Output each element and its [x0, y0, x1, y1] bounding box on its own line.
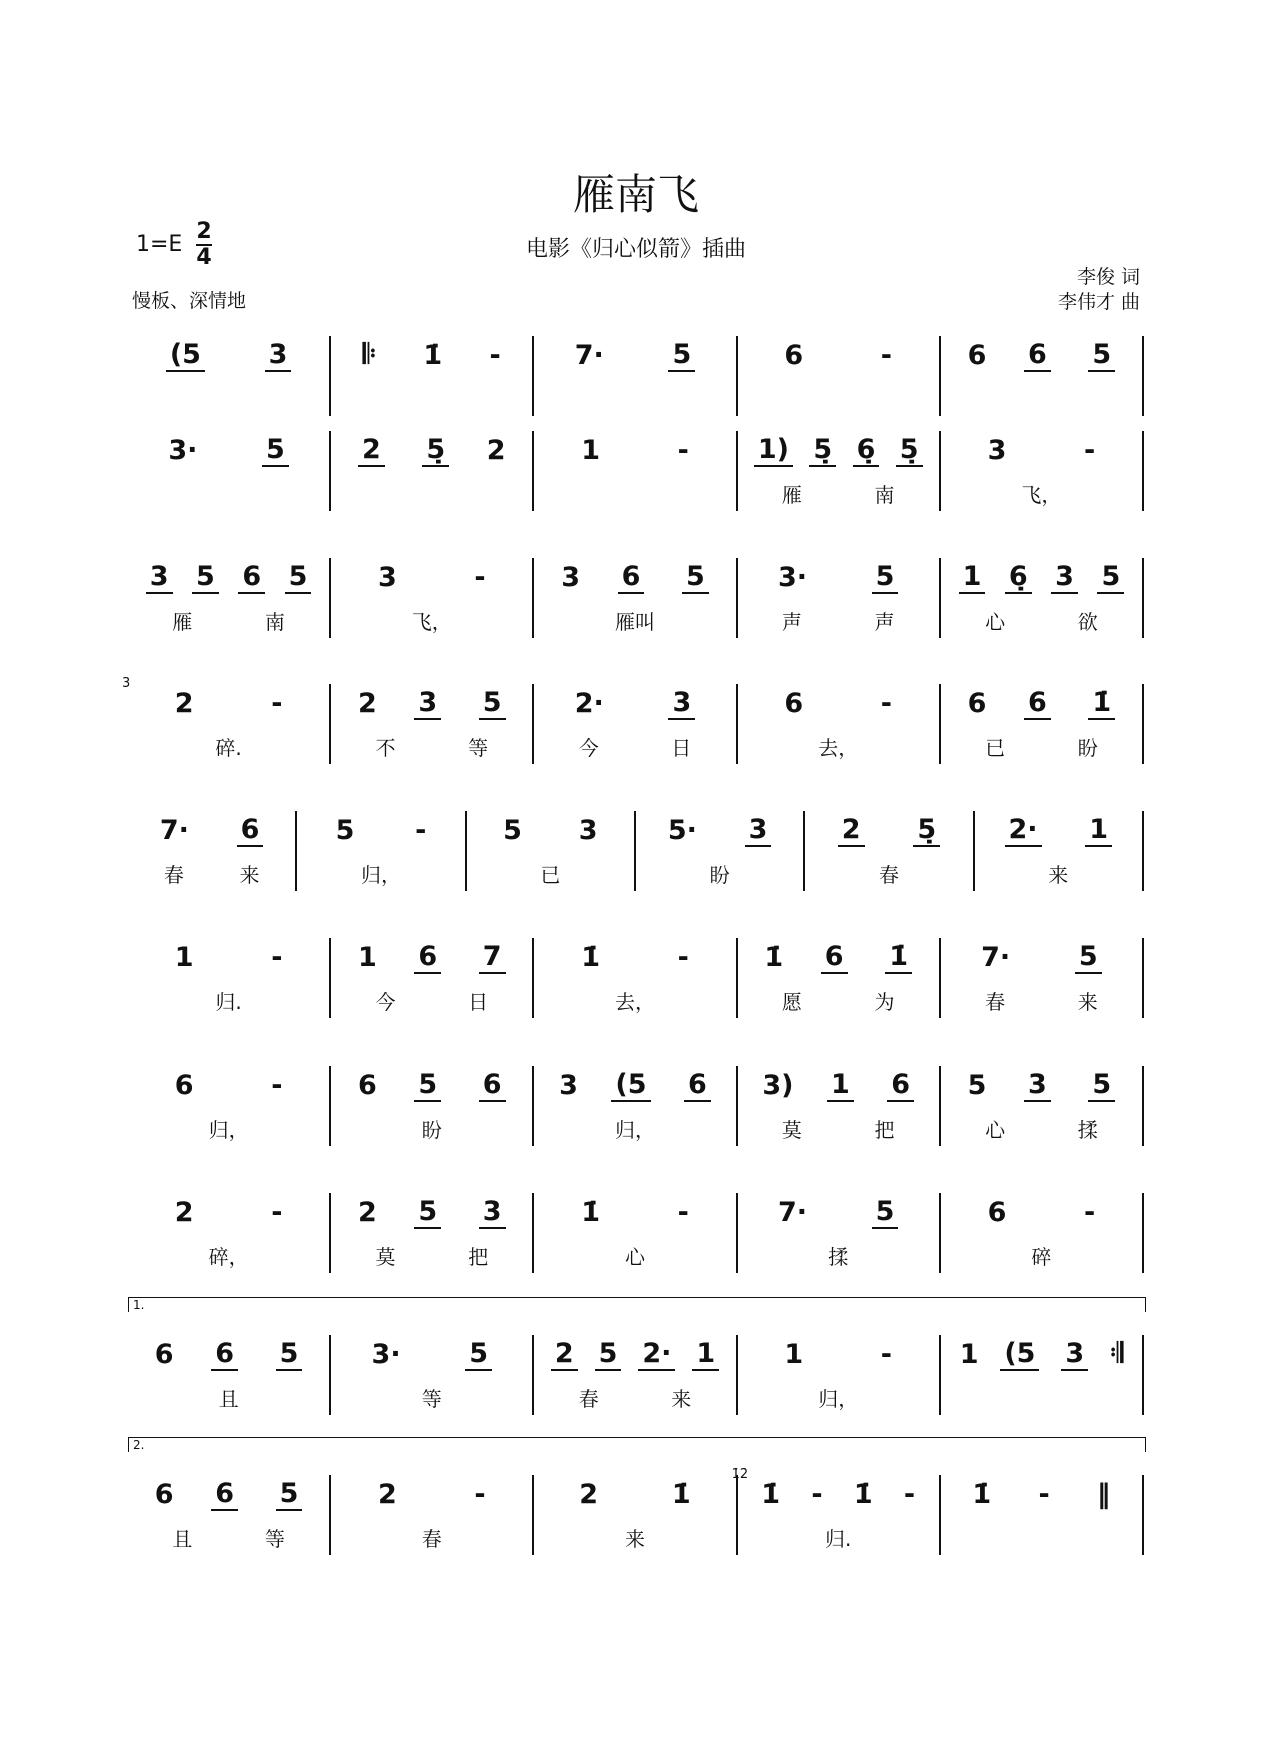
- note: 1: [692, 1338, 719, 1371]
- measure: [738, 431, 941, 511]
- note: 1: [358, 941, 377, 973]
- measure: [534, 1335, 737, 1415]
- note: 2·: [1005, 814, 1042, 847]
- lyric: 揉: [828, 1245, 849, 1269]
- note: 3: [1024, 1069, 1051, 1102]
- lyric: 为: [874, 990, 895, 1014]
- note: 2·: [574, 687, 604, 719]
- note: 6: [479, 1069, 506, 1102]
- note: 2: [358, 1196, 377, 1228]
- lyric: 且: [172, 1527, 193, 1551]
- lyric: 等: [468, 736, 489, 760]
- note: -: [1038, 1478, 1050, 1510]
- note: 3: [414, 687, 441, 720]
- note: 2: [174, 1196, 194, 1228]
- measure: [297, 811, 466, 891]
- measure: [738, 558, 941, 638]
- lyric: 春: [985, 990, 1006, 1014]
- note: 3): [762, 1069, 794, 1101]
- note: 3: [561, 561, 580, 593]
- note: 3: [265, 339, 292, 372]
- note: 7·: [777, 1196, 807, 1228]
- measure: [941, 1335, 1144, 1415]
- note: 1̇: [581, 1196, 600, 1228]
- measure: [975, 811, 1144, 891]
- note: -: [415, 814, 427, 846]
- lyric: 碎: [1031, 1245, 1052, 1269]
- lyric: 欲: [1077, 610, 1098, 634]
- lyric: 雁叫: [615, 610, 655, 634]
- note: 6: [211, 1338, 238, 1371]
- grace-note: 1̇2̇: [731, 1467, 749, 1482]
- lyric: 日: [671, 736, 692, 760]
- note: 5: [682, 561, 709, 594]
- note: 1̇: [671, 1478, 691, 1510]
- note: 6: [237, 814, 264, 847]
- note: -: [1084, 434, 1096, 466]
- note: 6: [174, 1069, 194, 1101]
- note: 5: [465, 1338, 492, 1371]
- measure: [941, 558, 1144, 638]
- lyric: 盼: [709, 863, 730, 887]
- score-line: [128, 811, 1144, 891]
- score-line: [128, 938, 1144, 1018]
- lyric: 去，: [615, 990, 655, 1014]
- note: 3·: [777, 561, 807, 593]
- measure: [331, 684, 534, 764]
- note: 3·: [371, 1338, 401, 1370]
- note: -: [271, 1069, 283, 1101]
- lyric: 揉: [1077, 1118, 1098, 1142]
- lyric: 雁: [781, 483, 802, 507]
- note: -: [811, 1478, 823, 1510]
- note: 5: [872, 561, 899, 594]
- note: 5: [595, 1338, 622, 1371]
- measure: [128, 336, 331, 416]
- lyric: 春: [578, 1387, 599, 1411]
- note: -: [677, 1196, 689, 1228]
- lyric: 且: [218, 1387, 239, 1411]
- lyric: 飞，: [1021, 483, 1062, 507]
- score-line: [128, 1335, 1144, 1415]
- measure: [805, 811, 974, 891]
- note: 5: [276, 1338, 303, 1371]
- note: 2: [174, 687, 194, 719]
- note: -: [271, 687, 283, 719]
- note: 2: [551, 1338, 578, 1371]
- note: 5: [1075, 941, 1102, 974]
- note: -: [677, 941, 689, 973]
- note: 3: [378, 561, 397, 593]
- note: 5̣: [422, 434, 449, 467]
- note: -: [677, 434, 689, 466]
- lyric: 来: [625, 1527, 645, 1551]
- note: 1̇: [1088, 687, 1115, 720]
- lyric: 归，: [818, 1387, 859, 1411]
- note: 5: [414, 1196, 441, 1229]
- lyric: 归，: [360, 863, 401, 887]
- note: -: [474, 561, 486, 593]
- lyric: 日: [468, 990, 489, 1014]
- note: 6: [1024, 339, 1051, 372]
- note: 1̇: [581, 941, 600, 973]
- lyric: 来: [239, 863, 260, 887]
- note: 6: [358, 1069, 377, 1101]
- measure: [738, 1335, 941, 1415]
- subtitle: 电影《归心似箭》插曲: [525, 237, 746, 262]
- note: (5: [611, 1069, 650, 1102]
- note: 3·: [168, 434, 198, 466]
- note: (5: [166, 339, 205, 372]
- measure: [738, 1193, 941, 1273]
- lyricist: 李俊 词: [1076, 266, 1140, 288]
- measure: [331, 1335, 534, 1415]
- lyric: 已: [540, 863, 561, 887]
- note: -: [1084, 1196, 1096, 1228]
- note: 3: [578, 814, 598, 846]
- note: -: [880, 339, 893, 371]
- measure: [128, 431, 331, 511]
- measure: [331, 1193, 534, 1273]
- measure: [122, 676, 331, 764]
- note: 1̇: [972, 1478, 992, 1510]
- note: 3: [479, 1196, 506, 1229]
- note: 1̇: [885, 941, 912, 974]
- note: 3: [745, 814, 772, 847]
- note: -: [880, 1338, 893, 1370]
- measure: [941, 431, 1144, 511]
- note: ‖: [1096, 1478, 1111, 1510]
- lyric: 把: [468, 1245, 489, 1269]
- note: 1: [959, 561, 986, 594]
- measure: [128, 1066, 331, 1146]
- measure: [128, 811, 297, 891]
- composer: 李伟才 曲: [1057, 291, 1140, 313]
- lyric: 莫: [375, 1245, 396, 1269]
- lyric: 归，: [615, 1118, 655, 1142]
- note: 3: [146, 561, 173, 594]
- note: 6: [414, 941, 441, 974]
- note: -: [271, 941, 283, 973]
- measure: [534, 1475, 737, 1555]
- note: 6̣: [853, 434, 880, 467]
- note: 6: [618, 561, 645, 594]
- lyric: 愿: [781, 990, 802, 1014]
- note: 2: [378, 1478, 397, 1510]
- measure: [331, 558, 534, 638]
- lyric: 去，: [818, 736, 859, 760]
- note: 6: [154, 1478, 174, 1510]
- note: 6: [1024, 687, 1051, 720]
- note: 𝄆: [362, 339, 376, 370]
- note: 1: [174, 941, 194, 973]
- lyric: 来: [1048, 863, 1069, 887]
- note: 5: [335, 814, 355, 846]
- measure: [941, 684, 1144, 764]
- note: 2·: [638, 1338, 675, 1371]
- note: 7·: [159, 814, 189, 846]
- lyric: 南: [874, 483, 895, 507]
- measure: [128, 1193, 331, 1273]
- lyric: 今: [578, 736, 599, 760]
- note: 5: [668, 339, 695, 372]
- measure: [467, 811, 636, 891]
- note: 2: [358, 687, 377, 719]
- lyric: 心: [985, 1118, 1006, 1142]
- note: 5: [479, 687, 506, 720]
- note: 6: [987, 1196, 1007, 1228]
- measure: [331, 1475, 534, 1555]
- score-line: [128, 1066, 1144, 1146]
- note: 1): [754, 434, 793, 467]
- time-bottom: 4: [196, 245, 212, 270]
- note: 6: [821, 941, 848, 974]
- note: 5: [1088, 1069, 1115, 1102]
- note: 1: [784, 1338, 804, 1370]
- lyric: 南: [264, 610, 285, 634]
- note: 6: [967, 339, 987, 371]
- note: 2: [838, 814, 865, 847]
- lyric: 来: [671, 1387, 692, 1411]
- score-line: [128, 1193, 1144, 1273]
- note: -: [489, 339, 501, 371]
- measure: [534, 1193, 737, 1273]
- lyric: 雁: [172, 610, 193, 634]
- note: 3: [1051, 561, 1078, 594]
- measure: [941, 336, 1144, 416]
- score-line: [122, 676, 1144, 764]
- note: 5̣: [809, 434, 836, 467]
- note: -: [271, 1196, 283, 1228]
- measure: [331, 336, 534, 416]
- time-signature: [196, 220, 212, 270]
- note: 7: [479, 941, 506, 974]
- score-line: [128, 558, 1144, 638]
- note: 6: [784, 687, 804, 719]
- measure: [331, 431, 534, 511]
- note: -: [903, 1478, 916, 1510]
- lyric: 归.: [825, 1527, 852, 1551]
- measure: [738, 684, 941, 764]
- note: 5: [414, 1069, 441, 1102]
- lyric: 碎.: [215, 736, 242, 760]
- note: 1: [827, 1069, 854, 1102]
- lyric: 等: [421, 1387, 442, 1411]
- measure: [128, 1475, 331, 1555]
- measure: [534, 431, 737, 511]
- note: 6: [887, 1069, 914, 1102]
- lyric: 归，: [208, 1118, 249, 1142]
- note: 1̇: [764, 941, 784, 973]
- score-line: [128, 336, 1144, 416]
- lyric: 春: [421, 1527, 442, 1551]
- note: 5: [276, 1478, 303, 1511]
- lyric: 等: [264, 1527, 285, 1551]
- score-line: [128, 431, 1144, 511]
- note: 3: [1061, 1338, 1088, 1371]
- note: 7·: [574, 339, 604, 371]
- note: 1̇: [423, 339, 443, 371]
- measure: [941, 1193, 1144, 1273]
- note: 5: [503, 814, 522, 846]
- volta-bracket: 2.: [128, 1437, 1146, 1452]
- note: -: [474, 1478, 486, 1510]
- lyric: 心: [625, 1245, 645, 1269]
- note: 5: [192, 561, 219, 594]
- note: 5: [285, 561, 312, 594]
- lyric: 飞，: [411, 610, 452, 634]
- lyric: 心: [985, 610, 1006, 634]
- note: 2: [358, 434, 385, 467]
- note: 3: [987, 434, 1007, 466]
- lyric: 盼: [421, 1118, 442, 1142]
- note: 1̇: [853, 1478, 873, 1510]
- lyric: 归.: [215, 990, 242, 1014]
- lyric: 春: [163, 863, 184, 887]
- note: 5: [872, 1196, 899, 1229]
- note: 𝄇: [1109, 1338, 1124, 1369]
- note: 2: [579, 1478, 599, 1510]
- lyric: 碎，: [208, 1245, 249, 1269]
- measure: [534, 684, 737, 764]
- measure: [331, 1066, 534, 1146]
- measure: [534, 558, 737, 638]
- measure: [331, 938, 534, 1018]
- measure: [636, 811, 805, 891]
- note: 6: [784, 339, 804, 371]
- note: 3: [668, 687, 695, 720]
- measure: [534, 1066, 737, 1146]
- note: 6̣: [1005, 561, 1032, 594]
- lyric: 春: [878, 863, 899, 887]
- score-line: [128, 1467, 1144, 1555]
- note: 5: [1097, 561, 1124, 594]
- note: 2: [486, 434, 506, 466]
- note: 1: [959, 1338, 979, 1370]
- lyric: 把: [874, 1118, 895, 1142]
- lyric: 莫: [781, 1118, 802, 1142]
- note: 6: [154, 1338, 174, 1370]
- note: 1̇: [761, 1478, 781, 1510]
- lyric: 声: [874, 610, 895, 634]
- lyric: 盼: [1077, 736, 1098, 760]
- grace-note: 3: [122, 676, 131, 691]
- measure: [534, 938, 737, 1018]
- time-top: 2: [196, 219, 212, 244]
- note: 5: [967, 1069, 987, 1101]
- note: 1: [581, 434, 600, 466]
- key-signature: 1=E: [136, 232, 183, 257]
- measure: [738, 336, 941, 416]
- volta-bracket: 1.: [128, 1297, 1146, 1312]
- lyric: 今: [375, 990, 396, 1014]
- note: 5·: [667, 814, 697, 846]
- measure: [128, 938, 331, 1018]
- note: 6: [967, 687, 987, 719]
- measure: [128, 1335, 331, 1415]
- lyric: 已: [985, 736, 1006, 760]
- note: 5: [1088, 339, 1115, 372]
- tempo-marking: 慢板、深情地: [132, 290, 247, 312]
- note: (5: [1000, 1338, 1039, 1371]
- note: 5̣: [913, 814, 940, 847]
- lyric: 来: [1077, 990, 1098, 1014]
- measure: [738, 938, 941, 1018]
- note: 1: [1085, 814, 1112, 847]
- measure: [128, 558, 331, 638]
- note: -: [880, 687, 893, 719]
- measure: [534, 336, 737, 416]
- note: 7·: [981, 941, 1011, 973]
- note: 3: [559, 1069, 578, 1101]
- measure: [738, 1066, 941, 1146]
- measure: [941, 938, 1144, 1018]
- measure: [731, 1467, 941, 1555]
- lyric: 不: [375, 736, 396, 760]
- measure: [941, 1475, 1144, 1555]
- song-title: 雁南飞: [572, 170, 699, 219]
- note: 6: [684, 1069, 711, 1102]
- note: 6: [238, 561, 265, 594]
- lyric: 声: [781, 610, 802, 634]
- note: 5̣: [896, 434, 923, 467]
- note: 6: [211, 1478, 238, 1511]
- measure: [941, 1066, 1144, 1146]
- note: 5: [262, 434, 289, 467]
